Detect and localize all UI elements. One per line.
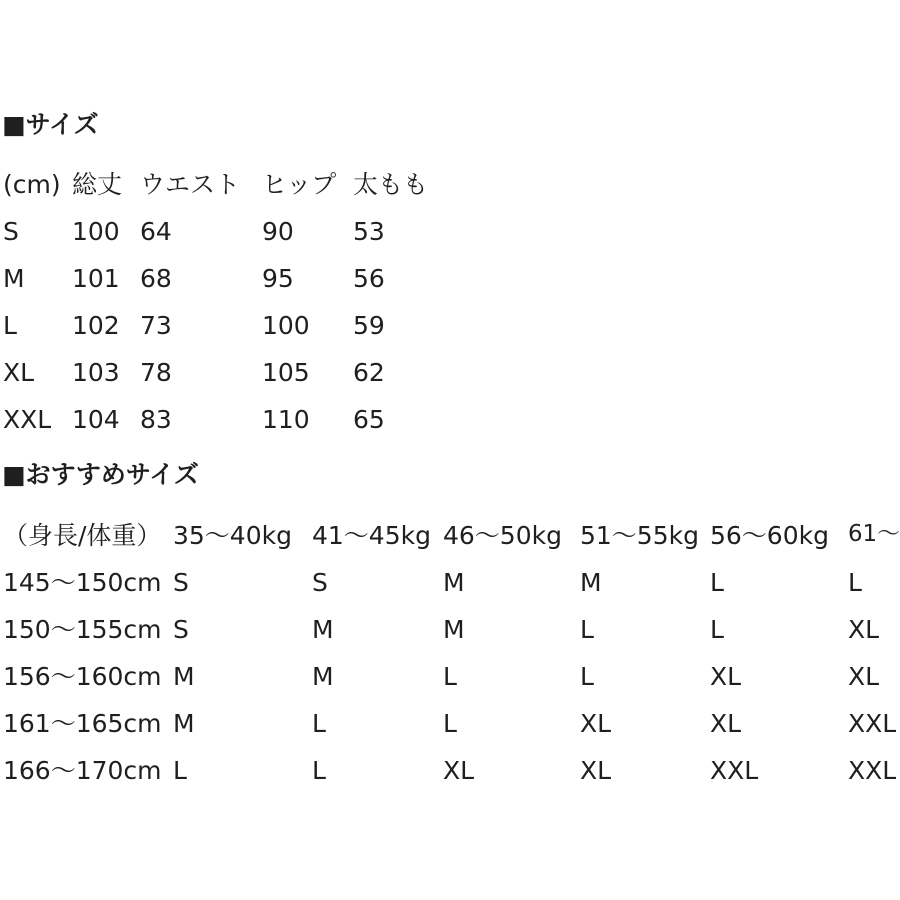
size-cell: 56 — [353, 264, 385, 293]
rec-cell: M — [443, 615, 465, 644]
rec-cell: 156〜160cm — [3, 662, 162, 691]
rec-header-cell: （身長/体重） — [3, 521, 162, 550]
rec-cell: M — [580, 568, 602, 597]
rec-cell: L — [580, 615, 594, 644]
size-cell: 103 — [72, 358, 120, 387]
size-cell: 68 — [140, 264, 172, 293]
rec-cell: XL — [443, 756, 475, 785]
rec-cell: 145〜150cm — [3, 568, 162, 597]
rec-cell: L — [710, 615, 724, 644]
size-cell: 65 — [353, 405, 385, 434]
rec-cell: M — [173, 662, 195, 691]
size-cell: 95 — [262, 264, 294, 293]
size-header-cell: ヒップ — [262, 170, 337, 199]
recommend-section-heading: ■おすすめサイズ — [2, 460, 199, 489]
size-cell: XXL — [3, 405, 52, 434]
rec-cell: XL — [848, 662, 880, 691]
rec-cell: M — [443, 568, 465, 597]
rec-cell: 166〜170cm — [3, 756, 162, 785]
rec-header-cell: 61〜 — [848, 521, 900, 547]
size-cell: L — [3, 311, 17, 340]
rec-header-cell: 56〜60kg — [710, 521, 829, 550]
rec-cell: L — [312, 709, 326, 738]
rec-cell: M — [312, 662, 334, 691]
size-cell: 64 — [140, 217, 172, 246]
size-cell: 104 — [72, 405, 120, 434]
size-cell: 53 — [353, 217, 385, 246]
size-cell: 90 — [262, 217, 294, 246]
size-cell: S — [3, 217, 19, 246]
size-header-cell: 総丈 — [72, 170, 123, 199]
rec-cell: L — [443, 709, 457, 738]
size-cell: 102 — [72, 311, 120, 340]
rec-cell: L — [443, 662, 457, 691]
size-cell: 59 — [353, 311, 385, 340]
rec-cell: M — [173, 709, 195, 738]
rec-header-cell: 35〜40kg — [173, 521, 292, 550]
size-cell: 100 — [262, 311, 310, 340]
size-cell: 62 — [353, 358, 385, 387]
rec-cell: S — [173, 568, 189, 597]
size-cell: 73 — [140, 311, 172, 340]
rec-cell: XXL — [710, 756, 759, 785]
size-cell: 78 — [140, 358, 172, 387]
size-cell: 83 — [140, 405, 172, 434]
rec-header-cell: 51〜55kg — [580, 521, 699, 550]
rec-cell: L — [312, 756, 326, 785]
rec-header-cell: 41〜45kg — [312, 521, 431, 550]
size-section-heading: ■サイズ — [2, 110, 99, 139]
rec-cell: S — [173, 615, 189, 644]
size-header-cell: (cm) — [3, 170, 61, 199]
size-cell: 100 — [72, 217, 120, 246]
rec-cell: M — [312, 615, 334, 644]
rec-cell: 161〜165cm — [3, 709, 162, 738]
rec-cell: L — [173, 756, 187, 785]
rec-cell: XL — [580, 756, 612, 785]
rec-header-cell: 46〜50kg — [443, 521, 562, 550]
rec-cell: XXL — [848, 709, 897, 738]
rec-cell: XL — [710, 662, 742, 691]
rec-cell: XL — [848, 615, 880, 644]
rec-cell: L — [710, 568, 724, 597]
rec-cell: 150〜155cm — [3, 615, 162, 644]
rec-cell: L — [580, 662, 594, 691]
size-cell: 110 — [262, 405, 310, 434]
size-cell: XL — [3, 358, 35, 387]
size-header-cell: ウエスト — [140, 170, 241, 199]
size-cell: 105 — [262, 358, 310, 387]
rec-cell: XL — [580, 709, 612, 738]
size-cell: M — [3, 264, 25, 293]
rec-cell: L — [848, 568, 862, 597]
rec-cell: XXL — [848, 756, 897, 785]
size-cell: 101 — [72, 264, 120, 293]
size-header-cell: 太もも — [353, 170, 429, 199]
rec-cell: S — [312, 568, 328, 597]
rec-cell: XL — [710, 709, 742, 738]
